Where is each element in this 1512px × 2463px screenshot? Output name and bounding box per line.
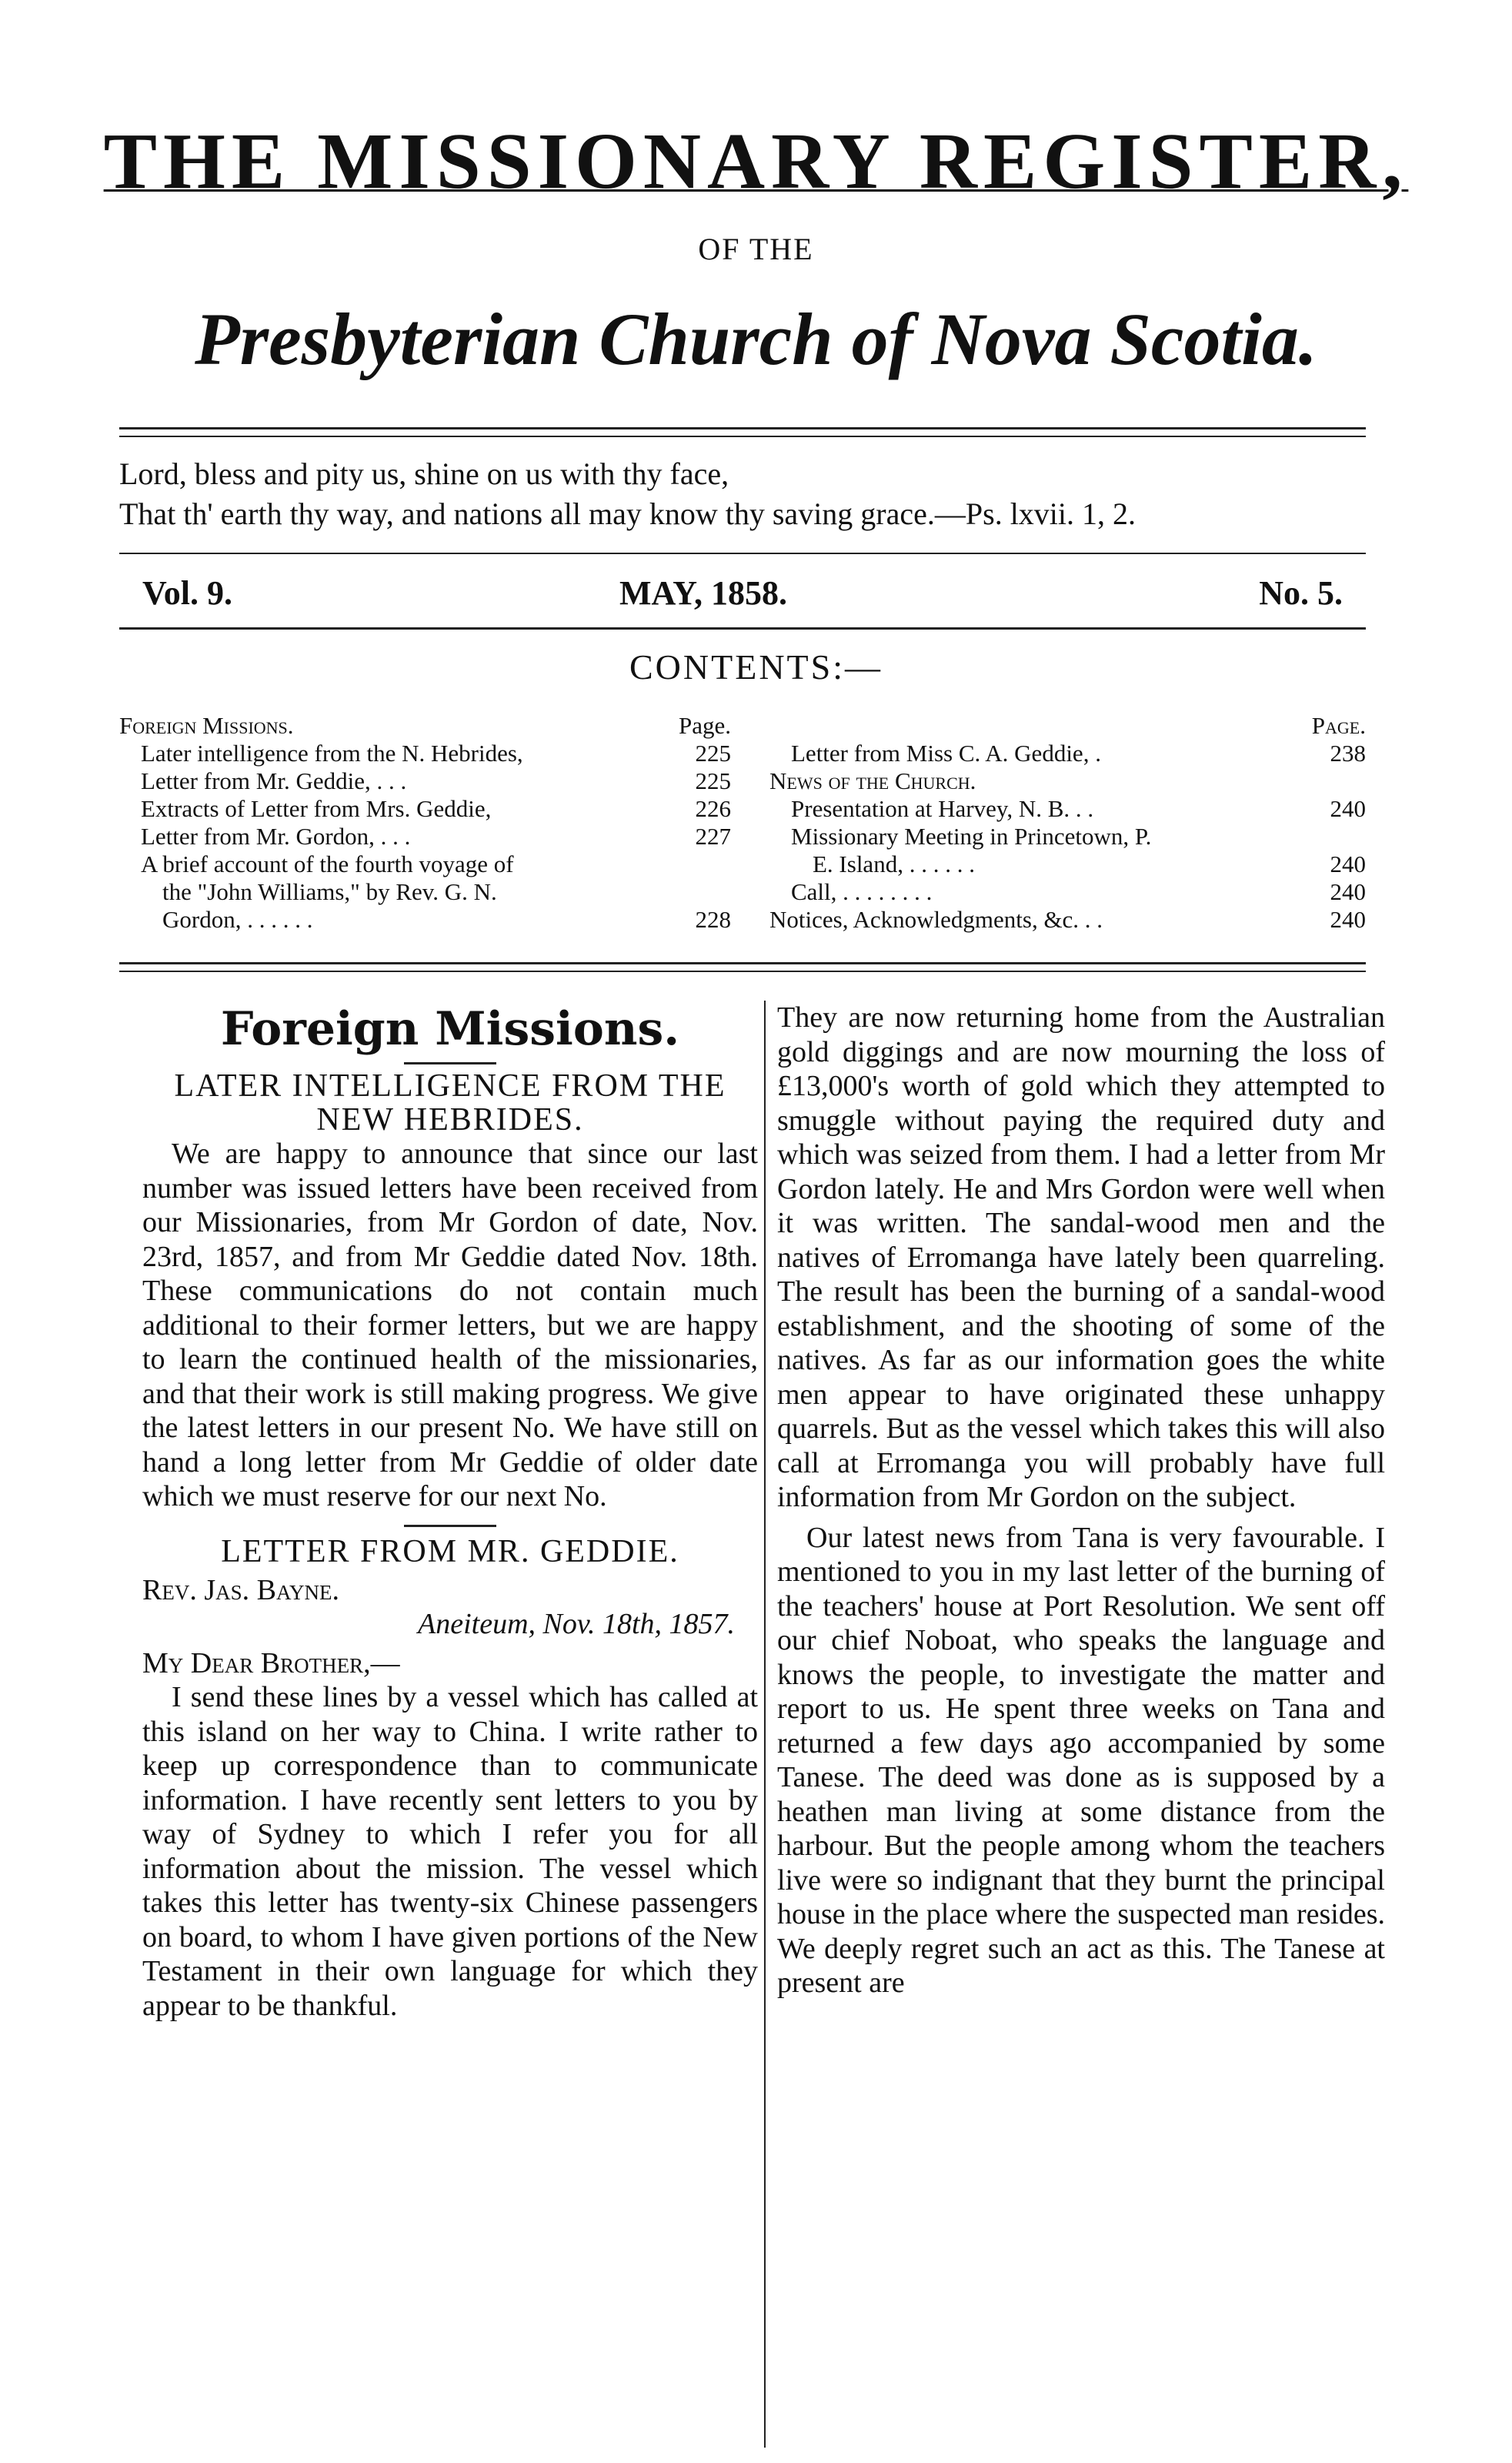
toc-entry-text: Letter from Miss C. A. Geddie, . [791,740,1101,767]
toc-row [119,906,731,934]
toc-row [769,740,1366,767]
toc-entry-text: Later intelligence from the N. Hebrides, [141,740,523,767]
article-heading-later-intelligence: LATER INTELLIGENCE FROM THE NEW HEBRIDES. [174,1068,726,1138]
toc-row [769,795,1366,823]
toc-row [119,795,731,823]
letter-paragraph: I send these lines by a vessel which has called at this island on her way to China. I write rather to keep up correspondence than to communicate information. I have recently sent letters to you by way of Sydney to which I refer you for all information about the mission. The vessel which takes this letter has twenty-six Chinese passengers on board, to whom I have given portions of the New Testament in their own language for which they appear to be thankful. [142,1681,758,2022]
toc-entry-page: 240 [1330,906,1366,933]
rule-issue-bottom [119,627,1366,630]
epigraph-verse [119,454,1389,534]
letter-salutation: My Dear Brother,— [142,1646,400,1679]
toc-entry-text: the "John Williams," by Rev. G. N. [162,878,497,905]
toc-row [119,712,731,740]
toc-entry-text: Missionary Meeting in Princetown, P. [791,823,1152,850]
toc-entry-page: 225 [695,767,731,794]
toc-entry-page: 240 [1330,878,1366,905]
toc-entry-text: Letter from Mr. Geddie, . . . [141,767,407,794]
toc-entry-text: Call, . . . . . . . . [791,878,933,905]
issue-volume: Vol. 9. [142,574,232,612]
letter-addressee: Rev. Jas. Bayne. [142,1573,339,1606]
toc-page-label: Page. [1311,712,1366,739]
toc-entry-text: Gordon, . . . . . . [162,906,313,933]
masthead-church-name: Presbyterian Church of Nova Scotia. [195,298,1317,380]
toc-row [769,767,1366,795]
issue-number: No. 5. [1259,574,1343,612]
toc-row [769,851,1366,878]
toc-entry-page: 238 [1330,740,1366,767]
rule-top-1 [119,427,1366,429]
masthead-of-the: OF THE [698,232,814,266]
column-separator [764,1001,766,2448]
toc-entry-text: E. Island, . . . . . . [813,851,975,877]
left-column [142,1001,758,2023]
contents-right-column [769,712,1366,934]
letter-paragraph-tana: Our latest news from Tana is very favourable. I mentioned to you in my last letter of the burning of the teachers' house at Port Resolution. We sent off our chief Noboat, who speaks the language and knows the people, to investigate the matter and report to us. He spent three weeks on Tana and returned a few days ago accompanied by some Tanese. The deed was done as is supposed by a heathen man living at some distance from the harbour. But the people among whom the teachers live were so indignant that they burnt the principal house in the place where the suspected man resides. We deeply regret such an act as this. The Tanese at present are [777,1521,1385,1999]
toc-row [119,740,731,767]
verse-line-1: Lord, bless and pity us, shine on us with thy face, [119,456,729,491]
toc-entry-page: 240 [1330,851,1366,877]
rule-contents-bottom-1 [119,962,1366,964]
toc-entry-page: 227 [695,823,731,850]
toc-row [769,712,1366,740]
toc-entry-text: Letter from Mr. Gordon, . . . [141,823,411,850]
rule-top-2 [119,436,1366,437]
section-title-foreign-missions: Foreign Missions. [220,1002,680,1056]
toc-row [119,851,731,878]
contents-left-column [119,712,731,934]
right-column [777,1001,1385,2000]
toc-row [119,767,731,795]
toc-entry-text: Extracts of Letter from Mrs. Geddie, [141,795,492,822]
article-paragraph: We are happy to announce that since our last number was issued letters have been received from our Missionaries, from Mr Gordon of date, Nov. 23rd, 1857, and from Mr Geddie dated Nov. 18th. These communications do not contain much additional to their former letters, but we are happy to learn the continued health of the missionaries, and that their work is still making progress. We give the latest letters in our present No. We have still on hand a long letter from Mr Geddie of older date which we must reserve for our next No. [142,1138,758,1512]
toc-row [769,906,1366,934]
article-heading-letter-geddie: LETTER FROM MR. GEDDIE. [221,1533,679,1569]
rule-contents-bottom-2 [119,971,1366,972]
toc-entry-page: 226 [695,795,731,822]
masthead-title: THE MISSIONARY REGISTER, [103,117,1409,206]
toc-row [769,823,1366,851]
toc-entry-text: Notices, Acknowledgments, &c. . . [769,906,1103,933]
toc-entry-page: 228 [695,906,731,933]
toc-section-foreign-missions: Foreign Missions. [119,712,294,739]
toc-entry-text: Presentation at Harvey, N. B. . . [791,795,1094,822]
letter-dateline: Aneiteum, Nov. 18th, 1857. [418,1608,735,1640]
toc-row [769,878,1366,906]
article-divider [404,1525,496,1527]
toc-row [119,823,731,851]
toc-entry-text: A brief account of the fourth voyage of [141,851,514,877]
toc-entry-page: 225 [695,740,731,767]
toc-section-news-of-church: News of the Church. [769,767,976,794]
section-divider [404,1062,496,1064]
issue-date: MAY, 1858. [619,574,788,612]
contents-heading: CONTENTS:— [629,647,883,687]
rule-verse-bottom [119,553,1366,554]
toc-page-label: Page. [678,712,731,739]
verse-line-2: That th' earth thy way, and nations all may know thy saving grace.—Ps. lxvii. 1, 2. [119,496,1137,531]
toc-entry-page: 240 [1330,795,1366,822]
toc-row [119,878,731,906]
letter-paragraph-continued: They are now returning home from the Australian gold diggings and are now mourning the loss of £13,000's worth of gold which they attempted to smuggle without paying the required duty and which was seized from them. I had a letter from Mr Gordon lately. He and Mrs Gordon were well when it was written. The sandal-wood men and the natives of Erromanga have lately been quarreling. The result has been the burning of a sandal-wood establishment, and the shooting of some of the natives. As far as our information goes the white men appear to have originated these unhappy quarrels. But as the vessel which takes this will also call at Erromanga you will probably have full information from Mr Gordon on the subject. [777,1001,1385,1513]
